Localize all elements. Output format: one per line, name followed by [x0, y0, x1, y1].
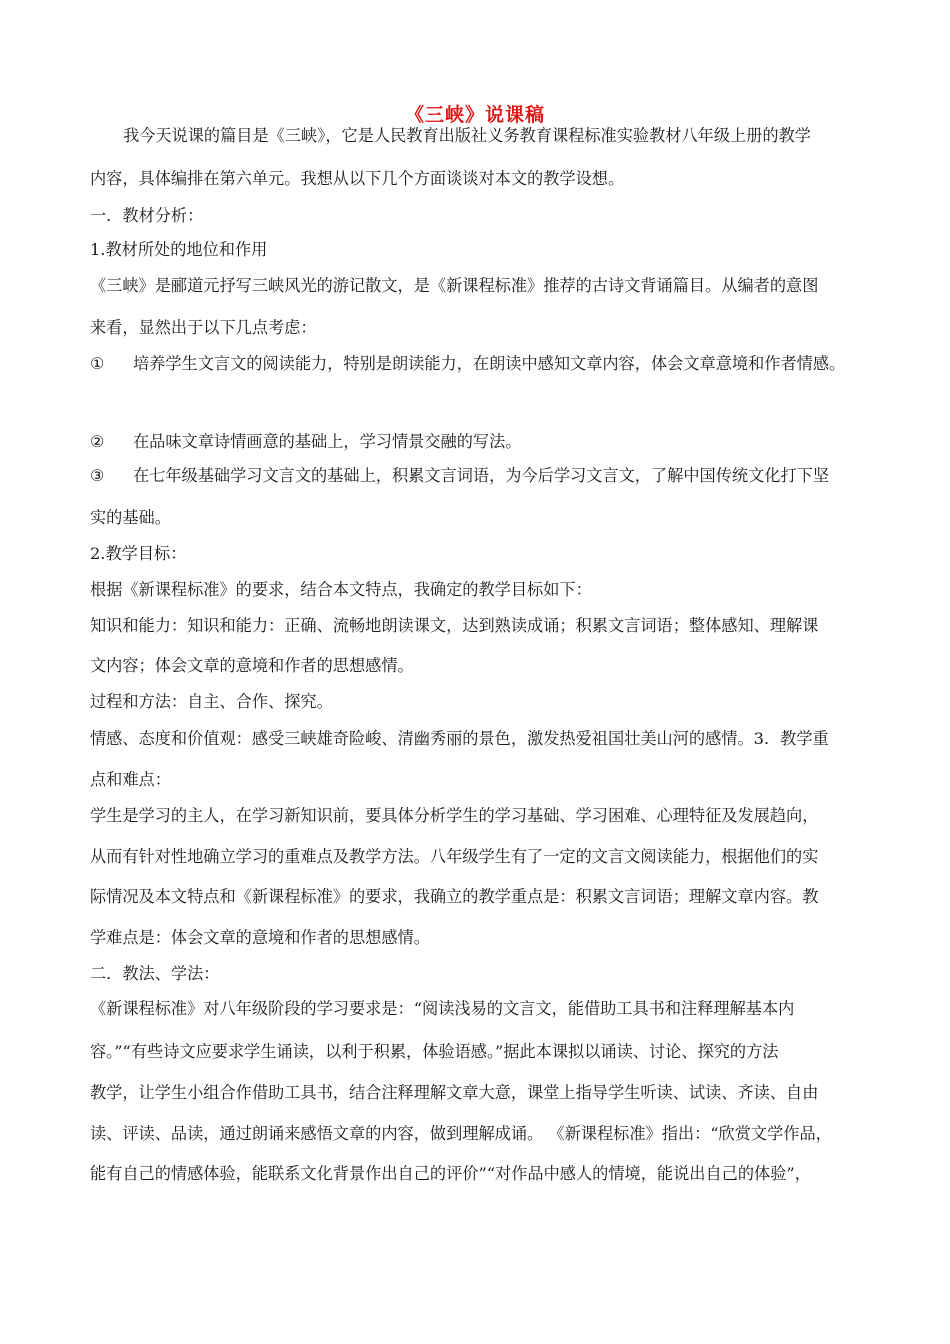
paragraph-line: 《新课程标准》对八年级阶段的学习要求是：“阅读浅易的文言文，能借助工具书和注释理解基本内	[90, 999, 795, 1018]
paragraph-line: 点和难点：	[90, 770, 171, 789]
list-item-continuation: 实的基础。	[90, 508, 171, 527]
paragraph-line: 读、评读、品读，通过朗诵来感悟文章的内容，做到理解成诵。 《新课程标准》指出：“欣赏文学作品，	[90, 1124, 832, 1143]
section-heading: 一．教材分析：	[90, 206, 204, 225]
paragraph-line: 内容，具体编排在第六单元。我想从以下几个方面谈谈对本文的教学设想。	[90, 169, 625, 188]
paragraph-line: 我今天说课的篇目是《三峡》，它是人民教育出版社义务教育课程标准实验教材八年级上册的教学	[123, 126, 811, 145]
paragraph-line: 教学，让学生小组合作借助工具书，结合注释理解文章大意，课堂上指导学生听读、试读、齐读、自由	[90, 1083, 819, 1102]
paragraph-line: 《三峡》是郦道元抒写三峡风光的游记散文，是《新课程标准》推荐的古诗文背诵篇目。从编者的意图	[90, 276, 819, 295]
subsection-heading: 2.教学目标：	[90, 544, 187, 563]
list-marker: ②	[90, 432, 105, 451]
paragraph-line: 从而有针对性地确立学习的重难点及教学方法。八年级学生有了一定的文言文阅读能力，根据他们的实	[90, 847, 819, 866]
paragraph-line: 来看，显然出于以下几点考虑：	[90, 318, 317, 337]
list-item: 在七年级基础学习文言文的基础上，积累文言词语，为今后学习文言文，了解中国传统文化打下坚	[133, 466, 830, 485]
paragraph-line: 知识和能力：知识和能力：正确、流畅地朗读课文，达到熟读成诵；积累文言词语；整体感知、理解课	[90, 616, 819, 635]
list-marker: ①	[90, 354, 105, 373]
list-marker: ③	[90, 466, 105, 485]
paragraph-line: 容。”“有些诗文应要求学生诵读，以利于积累，体验语感。”据此本课拟以诵读、讨论、探究的方法	[90, 1042, 779, 1061]
paragraph-line: 过程和方法：自主、合作、探究。	[90, 692, 333, 711]
paragraph-line: 际情况及本文特点和《新课程标准》的要求，我确立的教学重点是：积累文言词语；理解文章内容。教	[90, 887, 819, 906]
paragraph-line: 学难点是：体会文章的意境和作者的思想感情。	[90, 928, 430, 947]
paragraph-line: 情感、态度和价值观：感受三峡雄奇险峻、清幽秀丽的景色，激发热爱祖国壮美山河的感情。3．教学重	[90, 729, 829, 748]
paragraph-line: 文内容；体会文章的意境和作者的思想感情。	[90, 656, 414, 675]
section-heading: 二．教法、学法：	[90, 964, 220, 983]
list-item: 培养学生文言文的阅读能力，特别是朗读能力，在朗读中感知文章内容，体会文章意境和作者情感。	[133, 354, 846, 373]
paragraph-line: 能有自己的情感体验，能联系文化背景作出自己的评价”“对作品中感人的情境，能说出自己的体验”，	[90, 1164, 811, 1183]
subsection-heading: 1.教材所处的地位和作用	[90, 240, 268, 259]
paragraph-line: 根据《新课程标准》的要求，结合本文特点，我确定的教学目标如下：	[90, 580, 592, 599]
paragraph-line: 学生是学习的主人，在学习新知识前，要具体分析学生的学习基础、学习困难、心理特征及发展趋向，	[90, 806, 819, 825]
list-item: 在品味文章诗情画意的基础上，学习情景交融的写法。	[133, 432, 522, 451]
document-title: 《三峡》说课稿	[404, 104, 545, 126]
